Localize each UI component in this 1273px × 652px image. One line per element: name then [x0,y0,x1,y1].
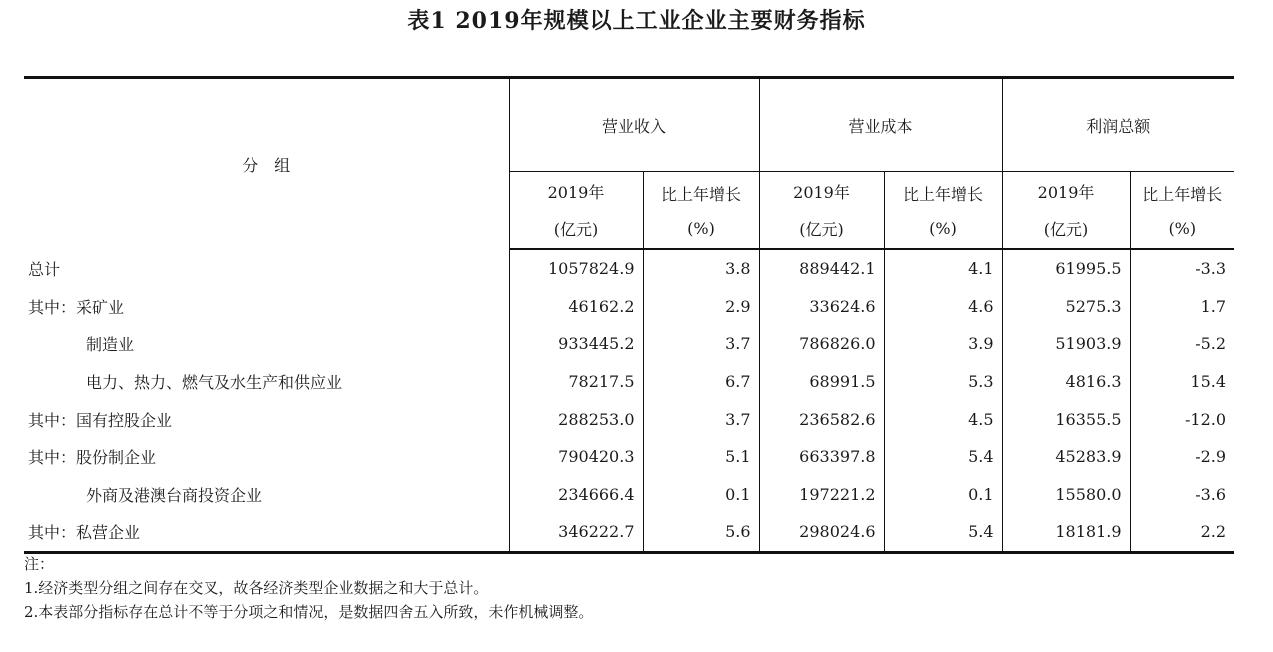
profit-growth-header: 比上年增长 (%) [1130,172,1234,250]
table-row [24,325,1234,363]
cost-growth: 5.4 [884,438,1002,476]
cost-growth-header: 比上年增长 (%) [884,172,1002,250]
profit-year-header: 2019年 (亿元) [1002,172,1130,250]
profit-value: 4816.3 [1002,363,1130,401]
profit-value: 15580.0 [1002,476,1130,514]
revenue-growth-header: 比上年增长 (%) [643,172,759,250]
revenue-growth: 3.7 [643,325,759,363]
financial-indicators-table [24,76,1234,554]
note-item: 1.经济类型分组之间存在交叉，故各经济类型企业数据之和大于总计。 [24,579,489,597]
profit-value: 5275.3 [1002,288,1130,326]
profit-growth: 15.4 [1130,363,1234,401]
revenue-year-header: 2019年 (亿元) [509,172,643,250]
revenue-growth: 0.1 [643,476,759,514]
row-label: 其中：国有控股企业 [28,410,173,430]
profit-growth: -12.0 [1130,400,1234,438]
cost-growth: 4.6 [884,288,1002,326]
cost-value: 298024.6 [759,513,884,552]
revenue-growth: 5.6 [643,513,759,552]
profit-header: 利润总额 [1002,78,1234,172]
table-title: 表1 2019年规模以上工业企业主要财务指标 [407,8,866,34]
revenue-growth: 3.7 [643,400,759,438]
table-row [24,438,1234,476]
revenue-value: 234666.4 [509,476,643,514]
cost-value: 197221.2 [759,476,884,514]
cost-header: 营业成本 [759,78,1002,172]
revenue-header: 营业收入 [509,78,759,172]
revenue-value: 78217.5 [509,363,643,401]
cost-year-header: 2019年 (亿元) [759,172,884,250]
cost-growth: 4.1 [884,249,1002,288]
cost-value: 889442.1 [759,249,884,288]
table-row [24,288,1234,326]
profit-value: 45283.9 [1002,438,1130,476]
profit-value: 61995.5 [1002,249,1130,288]
profit-growth: -5.2 [1130,325,1234,363]
cost-growth: 5.3 [884,363,1002,401]
table-notes [24,552,593,624]
row-label: 电力、热力、燃气及水生产和供应业 [86,373,343,393]
notes-heading: 注： [24,555,55,573]
revenue-value: 933445.2 [509,325,643,363]
profit-growth: 1.7 [1130,288,1234,326]
row-label: 其中：私营企业 [24,513,509,552]
revenue-value: 46162.2 [509,288,643,326]
row-label: 其中：采矿业 [28,297,125,317]
note-item: 2.本表部分指标存在总计不等于分项之和情况，是数据四舍五入所致，未作机械调整。 [24,603,594,621]
cost-growth: 0.1 [884,476,1002,514]
revenue-value: 1057824.9 [509,249,643,288]
cost-value: 663397.8 [759,438,884,476]
cost-growth: 4.5 [884,400,1002,438]
revenue-value: 288253.0 [509,400,643,438]
row-label: 外商及港澳台商投资企业 [86,485,263,505]
row-label: 其中：股份制企业 [28,448,157,468]
profit-growth: -2.9 [1130,438,1234,476]
cost-value: 786826.0 [759,325,884,363]
revenue-growth: 5.1 [643,438,759,476]
revenue-growth: 6.7 [643,363,759,401]
profit-growth: 2.2 [1130,513,1234,552]
profit-value: 18181.9 [1002,513,1130,552]
table-row [24,476,1234,514]
profit-growth: -3.6 [1130,476,1234,514]
revenue-value: 790420.3 [509,438,643,476]
table-row [24,249,1234,288]
cost-growth: 3.9 [884,325,1002,363]
row-label: 总计 [28,259,61,279]
revenue-value: 346222.7 [509,513,643,552]
table-row [24,363,1234,401]
table-row [24,400,1234,438]
profit-growth: -3.3 [1130,249,1234,288]
revenue-growth: 2.9 [643,288,759,326]
cost-growth: 5.4 [884,513,1002,552]
profit-value: 51903.9 [1002,325,1130,363]
group-header: 分 组 [24,78,509,250]
profit-value: 16355.5 [1002,400,1130,438]
table-row [24,513,1234,552]
row-label: 制造业 [86,335,135,355]
cost-value: 236582.6 [759,400,884,438]
revenue-growth: 3.8 [643,249,759,288]
cost-value: 68991.5 [759,363,884,401]
cost-value: 33624.6 [759,288,884,326]
